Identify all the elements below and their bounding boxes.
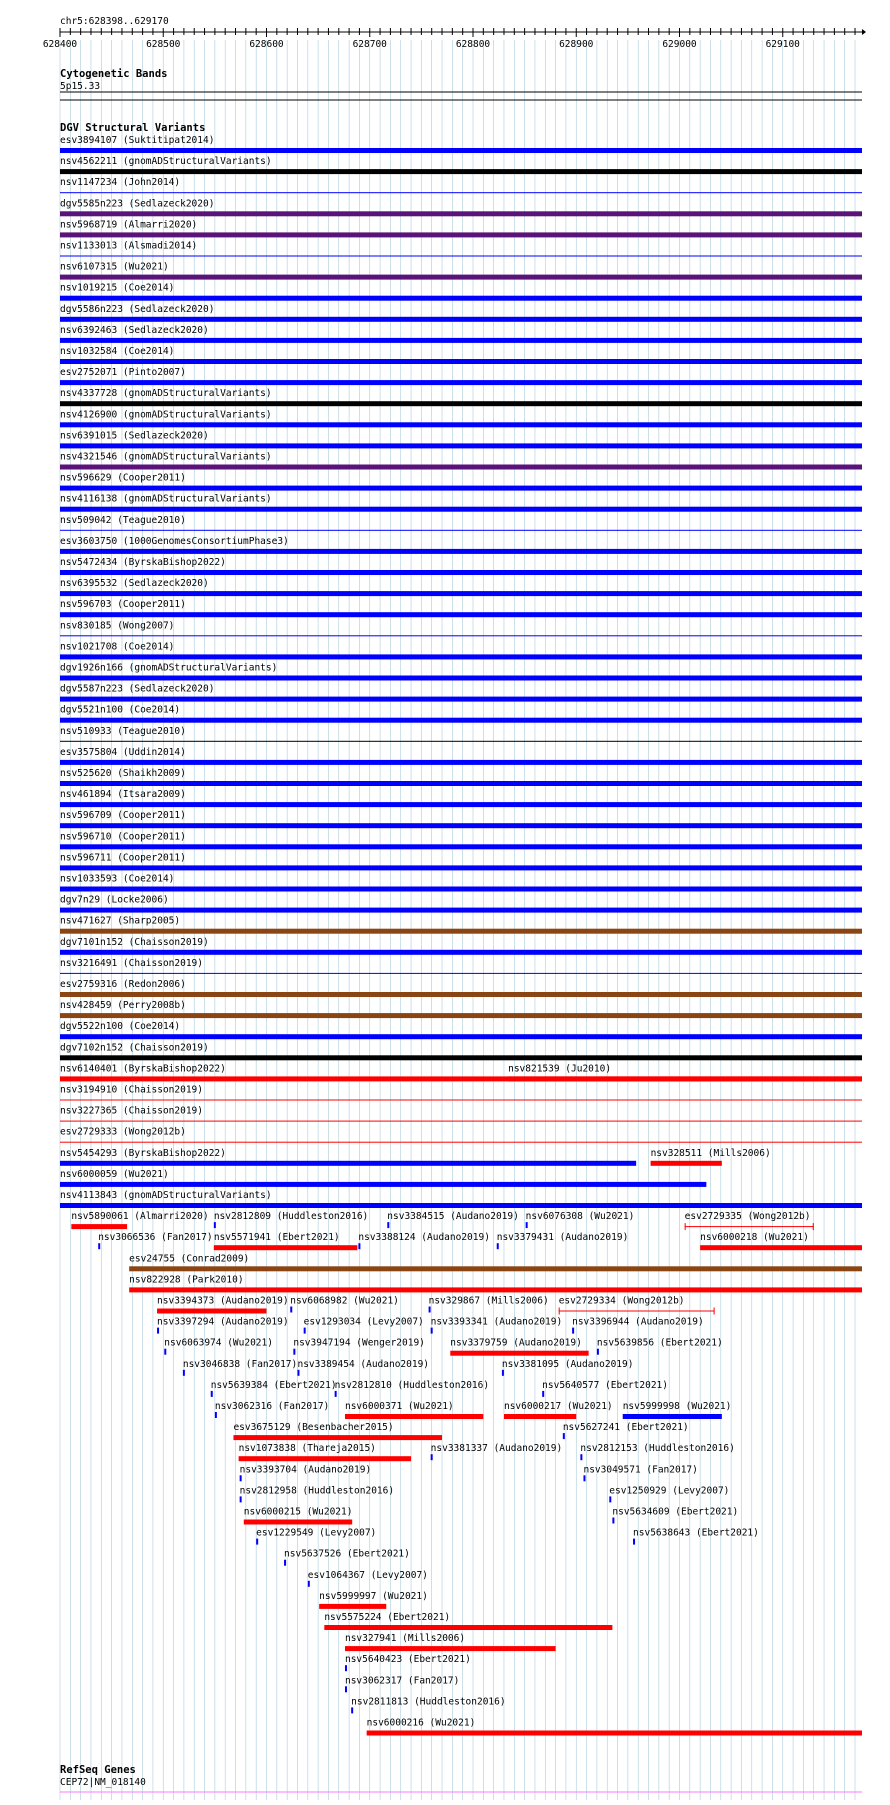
refseq-track-title: RefSeq Genes [60, 1764, 136, 1776]
variant-bar[interactable] [60, 654, 862, 659]
variant-label[interactable]: nsv3393704 (Audano2019) [239, 1464, 372, 1476]
variant-bar[interactable] [60, 465, 862, 470]
variant-label[interactable]: nsv327941 (Mills2006) [344, 1633, 466, 1645]
variant-label[interactable]: nsv4321546 (gnomADStructuralVariants) [60, 451, 272, 463]
variant-label[interactable]: nsv596710 (Cooper2011) [60, 831, 186, 843]
position-label: chr5:628398..629170 [60, 16, 169, 27]
variant-label[interactable]: nsv1019215 (Coe2014) [60, 282, 175, 294]
variant-bar[interactable] [60, 781, 862, 786]
variant-label[interactable]: esv1064367 (Levy2007) [307, 1569, 428, 1581]
variant-feature[interactable] [157, 1296, 289, 1314]
variant-label[interactable]: nsv6107315 (Wu2021) [60, 261, 169, 273]
variant-label[interactable]: nsv3062317 (Fan2017) [344, 1675, 460, 1687]
variant-bar[interactable] [60, 612, 862, 617]
variant-feature[interactable] [563, 1422, 689, 1439]
variant-label[interactable]: nsv3389454 (Audano2019) [297, 1358, 430, 1370]
variant-bar[interactable] [651, 1161, 722, 1166]
variant-feature[interactable] [597, 1338, 723, 1355]
variant-label[interactable]: nsv6395532 (Sedlazeck2020) [60, 578, 209, 590]
variant-bar[interactable] [290, 1307, 292, 1313]
variant-label[interactable]: nsv5640577 (Ebert2021) [542, 1379, 669, 1391]
variant-bar[interactable] [431, 1454, 433, 1460]
variant-bar[interactable] [345, 1414, 483, 1419]
variant-feature[interactable] [290, 1296, 399, 1313]
variant-label[interactable]: nsv3062316 (Fan2017) [214, 1401, 330, 1412]
variant-label[interactable]: nsv4113843 (gnomADStructuralVariants) [60, 1190, 272, 1201]
variant-bar[interactable] [60, 908, 862, 913]
variant-feature[interactable] [256, 1528, 376, 1545]
variant-label[interactable]: nsv6392463 (Sedlazeck2020) [60, 324, 209, 336]
variant-feature[interactable] [387, 1211, 519, 1228]
variant-label[interactable]: nsv5639384 (Ebert2021) [210, 1379, 337, 1391]
variant-label[interactable]: nsv6000217 (Wu2021) [503, 1401, 613, 1412]
variant-feature[interactable] [502, 1359, 634, 1376]
variant-label[interactable]: nsv525620 (Shaikh2009) [60, 768, 186, 779]
variant-bar[interactable] [98, 1243, 100, 1249]
variant-bar[interactable] [345, 1646, 556, 1651]
variant-bar[interactable] [60, 211, 862, 216]
variant-label[interactable]: nsv6391015 (Sedlazeck2020) [60, 430, 209, 442]
variant-label[interactable]: nsv6068982 (Wu2021) [290, 1295, 399, 1307]
variant-label[interactable]: nsv3194910 (Chaisson2019) [60, 1084, 203, 1096]
variant-bar[interactable] [60, 1203, 862, 1208]
variant-bar[interactable] [60, 950, 862, 955]
variant-label[interactable]: nsv3379431 (Audano2019) [496, 1232, 629, 1244]
variant-label[interactable]: nsv3227365 (Chaisson2019) [60, 1105, 203, 1117]
variant-bar[interactable] [345, 1665, 347, 1671]
variant-label[interactable]: nsv510933 (Teague2010) [60, 725, 186, 737]
variant-bar[interactable] [60, 591, 862, 596]
variant-label[interactable]: nsv596629 (Cooper2011) [60, 472, 186, 484]
variant-label[interactable]: nsv5999997 (Wu2021) [319, 1590, 428, 1602]
ruler [43, 16, 866, 50]
variant-feature[interactable] [284, 1549, 410, 1566]
variant-bar[interactable] [612, 1518, 614, 1524]
variant-label[interactable]: nsv6000059 (Wu2021) [60, 1168, 169, 1180]
variant-bar[interactable] [60, 635, 862, 636]
variant-bar[interactable] [60, 530, 862, 531]
ruler-tick-label: 629000 [662, 39, 697, 50]
variant-feature[interactable] [239, 1443, 411, 1461]
variant-label[interactable]: nsv6000216 (Wu2021) [366, 1717, 476, 1729]
variant-label[interactable]: nsv2812958 (Huddleston2016) [239, 1485, 395, 1497]
variant-feature[interactable] [324, 1612, 612, 1630]
variant-bar[interactable] [324, 1625, 612, 1630]
variant-label[interactable]: nsv3046838 (Fan2017) [182, 1358, 298, 1370]
variant-label[interactable]: nsv2812810 (Huddleston2016) [334, 1379, 490, 1391]
variant-label[interactable]: nsv5454293 (ByrskaBishop2022) [60, 1147, 226, 1159]
variant-feature[interactable] [700, 1232, 862, 1250]
variant-label[interactable]: nsv329867 (Mills2006) [428, 1295, 549, 1307]
variant-feature[interactable] [319, 1591, 428, 1609]
variant-bar[interactable] [240, 1496, 242, 1502]
variant-bar[interactable] [351, 1707, 353, 1713]
variant-bar[interactable] [211, 1391, 213, 1397]
variant-bar[interactable] [60, 275, 862, 280]
variant-label[interactable]: nsv1147234 (John2014) [60, 177, 181, 189]
variant-bar[interactable] [60, 1013, 862, 1018]
variant-bar[interactable] [297, 1370, 299, 1376]
variant-bar[interactable] [700, 1245, 862, 1250]
variant-feature[interactable] [358, 1232, 490, 1249]
variant-bar[interactable] [164, 1349, 166, 1355]
variant-bar[interactable] [623, 1414, 722, 1419]
variant-feature[interactable] [244, 1507, 353, 1525]
variant-feature[interactable] [335, 1380, 489, 1397]
variant-bar[interactable] [597, 1349, 599, 1355]
variant-label[interactable]: nsv1021708 (Coe2014) [60, 641, 175, 653]
variant-feature[interactable] [345, 1633, 556, 1651]
variant-bar[interactable] [71, 1224, 127, 1229]
variant-bar[interactable] [308, 1581, 310, 1587]
variant-label[interactable]: nsv5637526 (Ebert2021) [284, 1548, 410, 1560]
variant-bar[interactable] [508, 1076, 862, 1081]
variant-label[interactable]: nsv3394373 (Audano2019) [157, 1295, 289, 1307]
variant-bar[interactable] [563, 1433, 565, 1439]
variant-feature[interactable] [583, 1464, 697, 1481]
variant-label[interactable]: nsv1033593 (Coe2014) [60, 873, 175, 885]
variant-label[interactable]: esv3575804 (Uddin2014) [60, 746, 186, 758]
variant-feature[interactable] [183, 1359, 297, 1376]
variant-label[interactable]: nsv1032584 (Coe2014) [60, 346, 175, 357]
variant-bar[interactable] [367, 1731, 862, 1736]
variant-bar[interactable] [60, 760, 862, 765]
variant-label[interactable]: nsv821539 (Ju2010) [508, 1063, 612, 1075]
variant-bar[interactable] [60, 359, 862, 364]
variant-bar[interactable] [60, 887, 862, 892]
variant-feature[interactable] [60, 1148, 636, 1166]
variant-bar[interactable] [214, 1245, 358, 1250]
variant-bar[interactable] [497, 1243, 499, 1249]
variant-bar[interactable] [502, 1370, 504, 1376]
variant-label[interactable]: nsv6000215 (Wu2021) [243, 1506, 353, 1518]
variant-feature[interactable] [542, 1380, 668, 1397]
variant-feature[interactable] [580, 1443, 734, 1460]
ruler-tick-label: 629100 [765, 39, 800, 50]
variant-bar[interactable] [129, 1266, 862, 1271]
variant-label[interactable]: nsv6000218 (Wu2021) [700, 1232, 809, 1244]
variant-label[interactable]: esv2759316 (Redon2006) [60, 979, 186, 990]
variant-feature[interactable] [431, 1443, 563, 1460]
variant-bar[interactable] [215, 1412, 217, 1418]
variant-label[interactable]: dgv5521n100 (Coe2014) [60, 704, 181, 716]
variant-bar[interactable] [60, 192, 862, 193]
variant-label[interactable]: nsv4562211 (gnomADStructuralVariants) [60, 156, 272, 168]
variant-bar[interactable] [183, 1370, 185, 1376]
variant-bar[interactable] [542, 1391, 544, 1397]
variant-label[interactable]: nsv5999998 (Wu2021) [622, 1401, 732, 1412]
variant-label[interactable]: nsv3216491 (Chaisson2019) [60, 957, 203, 969]
ruler-tick-label: 628700 [352, 39, 387, 50]
variant-label[interactable]: nsv328511 (Mills2006) [650, 1147, 771, 1159]
variant-label[interactable]: nsv4116138 (gnomADStructuralVariants) [60, 493, 272, 505]
variant-bar[interactable] [233, 1435, 442, 1440]
variant-bar[interactable] [319, 1604, 386, 1609]
variant-label[interactable]: nsv2811813 (Huddleston2016) [351, 1696, 506, 1708]
variant-label[interactable]: nsv509042 (Teague2010) [60, 514, 186, 526]
variant-label[interactable]: esv2729333 (Wong2012b) [60, 1126, 186, 1138]
variant-end-tick [685, 1223, 686, 1230]
variant-feature[interactable] [612, 1507, 738, 1524]
variant-feature[interactable] [60, 1169, 706, 1187]
variant-bar[interactable] [60, 992, 862, 997]
variant-bar[interactable] [431, 1328, 433, 1334]
variant-feature[interactable] [215, 1401, 329, 1418]
variant-bar[interactable] [60, 422, 862, 427]
variant-bar[interactable] [293, 1349, 295, 1355]
ruler-tick-label: 628800 [455, 39, 491, 50]
variant-bar[interactable] [60, 570, 862, 575]
variant-feature[interactable] [351, 1696, 505, 1713]
variant-bar[interactable] [60, 1055, 862, 1060]
variant-bar[interactable] [256, 1539, 258, 1545]
variant-label[interactable]: nsv461894 (Itsara2009) [60, 789, 186, 801]
variant-bar[interactable] [60, 676, 862, 681]
variant-bar[interactable] [335, 1391, 337, 1397]
variant-end-tick [559, 1308, 560, 1315]
variant-label[interactable]: dgv5586n223 (Sedlazeck2020) [60, 303, 215, 315]
variant-bar[interactable] [240, 1475, 242, 1481]
variant-bar[interactable] [60, 802, 862, 807]
variant-label[interactable]: nsv596711 (Cooper2011) [60, 852, 186, 864]
variant-feature[interactable] [98, 1232, 212, 1249]
variant-bar[interactable] [60, 1182, 706, 1187]
variant-bar[interactable] [60, 1142, 862, 1143]
variant-label[interactable]: nsv5472434 (ByrskaBishop2022) [60, 557, 226, 568]
variant-label[interactable]: nsv830185 (Wong2007) [60, 620, 175, 632]
variant-bar[interactable] [60, 697, 862, 702]
variant-label[interactable]: nsv5640423 (Ebert2021) [344, 1654, 471, 1666]
variant-bar[interactable] [60, 296, 862, 301]
variant-feature[interactable] [164, 1338, 273, 1355]
variant-bar[interactable] [60, 338, 862, 343]
variant-label[interactable]: nsv3388124 (Audano2019) [358, 1232, 490, 1244]
variant-label[interactable]: nsv3396944 (Audano2019) [572, 1316, 704, 1328]
variant-label[interactable]: nsv5627241 (Ebert2021) [562, 1422, 689, 1434]
variant-bar[interactable] [157, 1309, 266, 1314]
variant-label[interactable]: nsv596703 (Cooper2011) [60, 599, 186, 611]
cytoband-track-title: Cytogenetic Bands [60, 68, 168, 80]
variant-feature[interactable] [367, 1718, 862, 1736]
ruler-tick-label: 628600 [249, 39, 284, 50]
variant-label[interactable]: esv1229549 (Levy2007) [256, 1527, 377, 1539]
ruler-tick-label: 628900 [559, 39, 594, 50]
variant-feature[interactable] [240, 1464, 372, 1481]
variant-label[interactable]: nsv822928 (Park2010) [129, 1274, 244, 1286]
variant-feature[interactable] [304, 1317, 424, 1334]
variant-bar[interactable] [60, 148, 862, 153]
variant-bar[interactable] [60, 401, 862, 406]
variant-bar[interactable] [60, 741, 862, 742]
variant-label[interactable]: nsv5638643 (Ebert2021) [633, 1527, 759, 1539]
variant-feature[interactable] [685, 1211, 814, 1230]
variant-feature[interactable] [71, 1211, 208, 1229]
variant-label[interactable]: esv3603750 (1000GenomesConsortiumPhase3) [60, 535, 289, 547]
variant-label[interactable]: nsv4126900 (gnomADStructuralVariants) [60, 409, 272, 421]
variant-bar[interactable] [387, 1222, 389, 1228]
variant-bar[interactable] [129, 1287, 862, 1292]
variant-bar[interactable] [60, 973, 862, 974]
variant-feature[interactable] [211, 1380, 337, 1397]
variant-label[interactable]: nsv6140401 (ByrskaBishop2022) [60, 1063, 226, 1075]
variant-bar[interactable] [284, 1560, 286, 1566]
variant-label[interactable]: nsv3397294 (Audano2019) [157, 1316, 289, 1328]
variant-label[interactable]: nsv3066536 (Fan2017) [98, 1232, 213, 1244]
dgv-track-title: DGV Structural Variants [60, 122, 206, 134]
variant-bar[interactable] [526, 1222, 528, 1228]
variant-bar[interactable] [60, 929, 862, 934]
variant-label[interactable]: nsv3384515 (Audano2019) [387, 1211, 519, 1223]
variant-feature[interactable] [651, 1148, 771, 1166]
variant-bar[interactable] [60, 507, 862, 512]
variant-bar[interactable] [609, 1496, 611, 1502]
variant-label[interactable]: esv3894107 (Suktitipat2014) [60, 135, 215, 146]
variant-bar[interactable] [157, 1328, 159, 1334]
variant-label[interactable]: nsv2812809 (Huddleston2016) [213, 1211, 369, 1223]
variant-bar[interactable] [580, 1454, 582, 1460]
variant-label[interactable]: esv24755 (Conrad2009) [129, 1253, 250, 1265]
variant-label[interactable]: nsv4337728 (gnomADStructuralVariants) [60, 388, 272, 400]
variant-bar[interactable] [345, 1686, 347, 1692]
variant-feature[interactable] [157, 1317, 289, 1334]
variant-feature[interactable] [129, 1253, 862, 1271]
variant-feature[interactable] [623, 1401, 732, 1419]
variant-label[interactable]: nsv6076308 (Wu2021) [525, 1211, 635, 1223]
variant-label[interactable]: nsv5639856 (Ebert2021) [596, 1337, 723, 1349]
variant-label[interactable]: nsv1073838 (Thareja2015) [238, 1443, 376, 1455]
variant-feature[interactable] [233, 1422, 442, 1440]
variant-feature[interactable] [497, 1232, 629, 1249]
variant-feature[interactable] [526, 1211, 635, 1228]
variant-label[interactable]: dgv7102n152 (Chaisson2019) [60, 1042, 209, 1054]
variant-bar[interactable] [60, 1161, 636, 1166]
variant-bar[interactable] [214, 1222, 216, 1228]
variant-label[interactable]: esv2729334 (Wong2012b) [558, 1295, 685, 1307]
ruler-tick-label: 628500 [146, 39, 181, 50]
variant-bar[interactable] [572, 1328, 574, 1334]
variant-bar[interactable] [633, 1539, 635, 1545]
variant-feature[interactable] [504, 1401, 613, 1419]
variant-bar[interactable] [304, 1328, 306, 1334]
variant-label[interactable]: esv2729335 (Wong2012b) [684, 1211, 811, 1223]
variant-label[interactable]: nsv471627 (Sharp2005) [60, 915, 181, 927]
variant-feature[interactable] [431, 1317, 563, 1334]
variant-bar[interactable] [583, 1475, 585, 1481]
variant-bar[interactable] [60, 443, 862, 448]
variant-bar[interactable] [60, 169, 862, 174]
variant-label[interactable]: nsv1133013 (Alsmadi2014) [60, 240, 198, 252]
variant-label[interactable]: esv3675129 (Besenbacher2015) [233, 1422, 394, 1434]
variant-label[interactable]: nsv3381337 (Audano2019) [430, 1443, 563, 1455]
variant-feature[interactable] [129, 1274, 862, 1292]
variant-label[interactable]: esv1250929 (Levy2007) [609, 1485, 730, 1497]
ruler-arrow-icon [862, 29, 866, 35]
variant-bar[interactable] [60, 823, 862, 828]
variant-label[interactable]: dgv5522n100 (Coe2014) [60, 1021, 181, 1033]
variant-feature[interactable] [214, 1211, 368, 1228]
variant-feature[interactable] [308, 1570, 428, 1587]
variant-bar[interactable] [244, 1520, 352, 1525]
variant-bar[interactable] [358, 1243, 360, 1249]
variant-bar[interactable] [685, 1226, 814, 1227]
cytoband-label: 5p15.33 [60, 81, 101, 92]
variant-bar[interactable] [60, 1034, 862, 1039]
variant-label[interactable]: dgv1926n166 (gnomADStructuralVariants) [60, 662, 278, 674]
variant-label[interactable]: nsv3049571 (Fan2017) [583, 1464, 698, 1476]
variant-label[interactable]: dgv7101n152 (Chaisson2019) [60, 936, 209, 948]
variant-label[interactable]: nsv5575224 (Ebert2021) [324, 1612, 451, 1623]
variant-label[interactable]: nsv5968719 (Almarri2020) [60, 219, 198, 231]
variant-label[interactable]: nsv3379759 (Audano2019) [450, 1337, 582, 1349]
variant-bar[interactable] [504, 1414, 576, 1419]
variant-feature[interactable] [559, 1296, 715, 1315]
variant-label[interactable]: nsv3393341 (Audano2019) [430, 1316, 563, 1328]
variant-bar[interactable] [450, 1351, 588, 1356]
variant-label[interactable]: nsv5890061 (Almarri2020) [71, 1211, 209, 1223]
variant-bar[interactable] [60, 256, 862, 257]
variant-bar[interactable] [60, 865, 862, 870]
variant-bar[interactable] [60, 232, 862, 237]
variant-feature[interactable] [633, 1528, 759, 1545]
variant-feature[interactable] [450, 1338, 588, 1356]
variant-feature[interactable] [297, 1359, 429, 1376]
variant-bar[interactable] [429, 1307, 431, 1313]
variant-label[interactable]: dgv5587n223 (Sedlazeck2020) [60, 683, 215, 695]
variant-bar[interactable] [60, 486, 862, 491]
variant-feature[interactable] [345, 1654, 471, 1671]
variant-label[interactable]: esv1293034 (Levy2007) [303, 1316, 424, 1328]
variant-label[interactable]: nsv3381095 (Audano2019) [501, 1358, 634, 1370]
variant-bar[interactable] [60, 718, 862, 723]
variant-label[interactable]: dgv5585n223 (Sedlazeck2020) [60, 198, 215, 210]
variant-bar[interactable] [60, 844, 862, 849]
ruler-tick-label: 628400 [42, 39, 78, 50]
variant-bar[interactable] [60, 380, 862, 385]
variant-label[interactable]: dgv7n29 (Locke2006) [60, 894, 169, 906]
variant-feature[interactable] [214, 1232, 358, 1250]
variant-bar[interactable] [60, 549, 862, 554]
variant-bar[interactable] [60, 317, 862, 322]
variant-bar[interactable] [559, 1311, 715, 1312]
variant-label[interactable]: esv2752071 (Pinto2007) [60, 367, 186, 379]
variant-label[interactable]: nsv3947194 (Wenger2019) [293, 1337, 425, 1349]
variant-label[interactable]: nsv2812153 (Huddleston2016) [580, 1443, 735, 1455]
variant-bar[interactable] [60, 1121, 862, 1122]
refseq-gene-label[interactable]: CEP72|NM_018140 [60, 1777, 146, 1788]
variant-end-tick [813, 1223, 814, 1230]
variant-label[interactable]: nsv6000371 (Wu2021) [344, 1401, 454, 1412]
variant-feature[interactable] [508, 1063, 862, 1081]
variant-label[interactable]: nsv5634609 (Ebert2021) [612, 1506, 739, 1518]
variant-end-tick [714, 1308, 715, 1315]
variant-label[interactable]: nsv6063974 (Wu2021) [164, 1337, 273, 1349]
variant-bar[interactable] [239, 1456, 411, 1461]
variant-label[interactable]: nsv5571941 (Ebert2021) [213, 1232, 340, 1244]
variant-feature[interactable] [429, 1296, 549, 1313]
variant-bar[interactable] [60, 1100, 862, 1101]
variant-label[interactable]: nsv596709 (Cooper2011) [60, 810, 186, 822]
variant-label[interactable]: nsv428459 (Perry2008b) [60, 1000, 186, 1012]
variant-feature[interactable] [240, 1485, 394, 1502]
